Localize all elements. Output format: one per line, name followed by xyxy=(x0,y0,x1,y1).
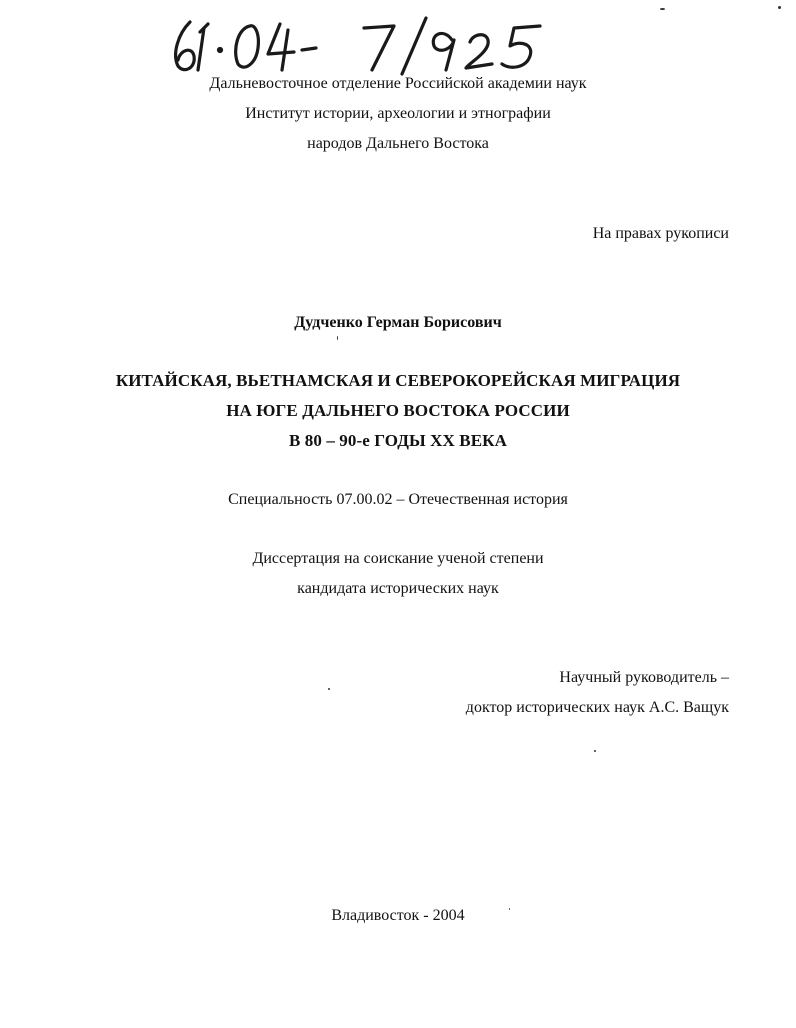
specialty: Специальность 07.00.02 – Отечественная история xyxy=(228,491,568,508)
org-line-3: народов Дальнего Востока xyxy=(307,135,489,152)
dissertation-line-2: кандидата исторических наук xyxy=(297,580,499,597)
scan-speck xyxy=(509,908,510,910)
author-name: Дудченко Герман Борисович xyxy=(294,314,502,331)
scan-speck xyxy=(778,6,781,9)
org-line-1: Дальневосточное отделение Российской академии наук xyxy=(209,75,587,92)
handwritten-archive-number xyxy=(168,14,568,76)
dissertation-line-1: Диссертация на соискание ученой степени xyxy=(252,550,544,567)
scan-speck xyxy=(337,336,338,340)
title-line-1: КИТАЙСКАЯ, ВЬЕТНАМСКАЯ И СЕВЕРОКОРЕЙСКАЯ МИГРАЦИЯ xyxy=(115,371,681,390)
org-line-2: Институт истории, археологии и этнографии xyxy=(245,105,551,122)
handwritten-archive-number-drawing xyxy=(168,14,568,76)
title-line-2: НА ЮГЕ ДАЛЬНЕГО ВОСТОКА РОССИИ xyxy=(226,401,570,420)
scan-speck xyxy=(328,688,330,690)
title-line-3: В 80 – 90-е ГОДЫ XX ВЕКА xyxy=(289,431,507,450)
scan-speck xyxy=(594,750,596,752)
scan-speck xyxy=(660,8,665,10)
supervisor-line-1: Научный руководитель – xyxy=(559,669,729,686)
place-and-year: Владивосток - 2004 xyxy=(331,907,465,924)
rights-note: На правах рукописи xyxy=(592,225,729,242)
supervisor-line-2: доктор исторических наук А.С. Ващук xyxy=(465,699,729,716)
